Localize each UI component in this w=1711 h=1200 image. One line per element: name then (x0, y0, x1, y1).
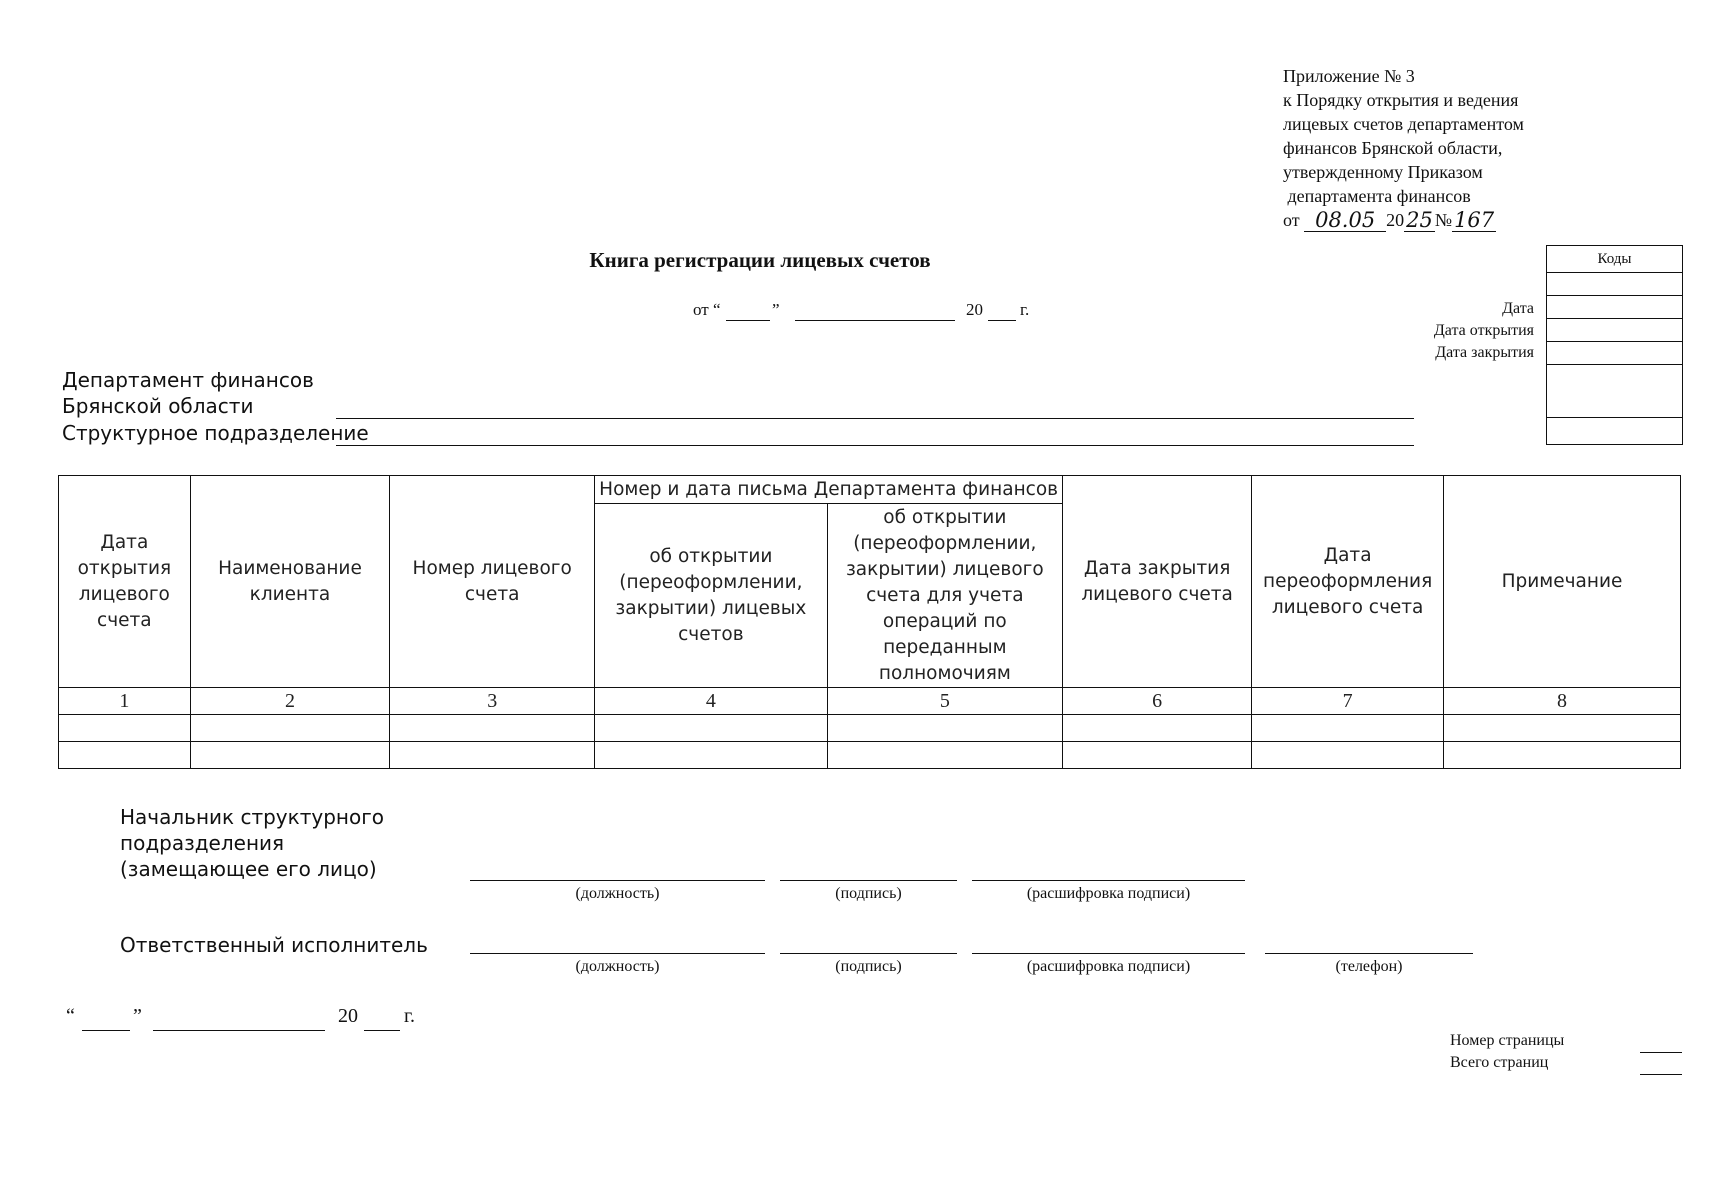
footer-year-prefix: 20 (338, 1005, 358, 1027)
appendix-line: лицевых счетов департаментом (1283, 114, 1524, 134)
table-cell[interactable] (190, 742, 390, 769)
footer-quote-open: “ (66, 1005, 75, 1027)
footer-month-field[interactable] (153, 1030, 325, 1031)
table-cell[interactable] (1063, 715, 1252, 742)
column-number: 3 (390, 688, 595, 715)
code-cell-close-date[interactable] (1547, 341, 1682, 364)
appendix-block (1283, 64, 1643, 232)
head-title (120, 804, 384, 882)
head-title-line: Начальник структурного (120, 805, 384, 829)
date-suffix: г. (1020, 300, 1030, 319)
table-cell[interactable] (390, 715, 595, 742)
column-number: 4 (595, 688, 827, 715)
head-decode-field[interactable] (972, 880, 1245, 881)
appendix-line: департамента финансов (1283, 186, 1471, 206)
table-cell[interactable] (190, 715, 390, 742)
column-number: 2 (190, 688, 390, 715)
table-cell[interactable] (1444, 742, 1681, 769)
head-title-line: подразделения (120, 831, 285, 855)
column-number: 8 (1444, 688, 1681, 715)
header-client-name: Наименование клиента (190, 476, 390, 688)
appendix-line: к Порядку открытия и ведения (1283, 90, 1519, 110)
code-cell-date[interactable] (1547, 295, 1682, 318)
executor-phone-field[interactable] (1265, 953, 1473, 954)
executor-phone-caption: (телефон) (1335, 958, 1403, 975)
date-quote-close: ” (772, 300, 780, 319)
column-number: 6 (1063, 688, 1252, 715)
codes-box (1546, 245, 1683, 445)
document-title: Книга регистрации лицевых счетов (589, 248, 931, 272)
day-field[interactable] (726, 320, 770, 321)
head-title-line: (замещающее его лицо) (120, 857, 377, 881)
code-cell-department[interactable] (1547, 364, 1682, 417)
footer-suffix: г. (404, 1005, 415, 1027)
approval-order-number: 167 (1454, 208, 1495, 232)
table-cell[interactable] (1444, 715, 1681, 742)
executor-position-field[interactable] (470, 953, 765, 954)
code-cell-open-date[interactable] (1547, 318, 1682, 341)
table-cell[interactable] (827, 715, 1062, 742)
executor-decode-caption: (расшифровка подписи) (1026, 958, 1191, 975)
header-letter-accounts: об открытии (переоформлении, закрытии) лицевых счетов (595, 504, 827, 688)
org-region: Брянской области (62, 394, 254, 418)
date-year-prefix: 20 (966, 300, 983, 319)
table-cell[interactable] (1252, 742, 1444, 769)
table-cell[interactable] (59, 715, 191, 742)
total-pages-field[interactable] (1640, 1074, 1682, 1075)
code-cell-blank[interactable] (1547, 272, 1682, 295)
table-cell[interactable] (1063, 742, 1252, 769)
executor-signature-field[interactable] (780, 953, 957, 954)
appendix-line: Приложение № 3 (1283, 66, 1415, 86)
table-cell[interactable] (59, 742, 191, 769)
org-subdivision-label: Структурное подразделение (62, 421, 369, 445)
column-number: 7 (1252, 688, 1444, 715)
approval-year: 25 (1406, 208, 1433, 232)
code-label-date: Дата (1502, 300, 1534, 317)
header-account-number: Номер лицевого счета (390, 476, 595, 688)
approval-line (1283, 208, 1643, 232)
codes-header: Коды (1597, 251, 1632, 267)
page-number-label: Номер страницы (1450, 1032, 1565, 1049)
date-from: от “ (693, 300, 721, 319)
executor-decode-field[interactable] (972, 953, 1245, 954)
table-row (59, 715, 1681, 742)
registration-table (58, 475, 1681, 769)
header-letter-delegated: об открытии (переоформлении, закрытии) лицевого счета для учета операций по переданным полномочиям (827, 504, 1062, 688)
page-number-field[interactable] (1640, 1052, 1682, 1053)
table-cell[interactable] (827, 742, 1062, 769)
head-position-caption: (должность) (575, 885, 660, 902)
header-note: Примечание (1444, 476, 1681, 688)
total-pages-label: Всего страниц (1450, 1054, 1549, 1071)
code-label-open-date: Дата открытия (1433, 322, 1534, 339)
executor-signature-caption: (подпись) (835, 958, 902, 975)
head-signature-field[interactable] (780, 880, 957, 881)
column-number: 5 (827, 688, 1062, 715)
approval-number-sign: № (1434, 210, 1453, 230)
code-cell-subdivision[interactable] (1547, 417, 1682, 444)
appendix-line: утвержденному Приказом (1283, 162, 1483, 182)
footer-day-field[interactable] (82, 1030, 130, 1031)
header-close-date: Дата закрытия лицевого счета (1063, 476, 1252, 688)
approval-year-prefix: 20 (1386, 210, 1405, 230)
table-cell[interactable] (595, 742, 827, 769)
table-cell[interactable] (390, 742, 595, 769)
footer-quote-close: ” (133, 1005, 142, 1027)
department-field[interactable] (336, 418, 1414, 419)
header-letter-group: Номер и дата письма Департамента финансов (595, 476, 1063, 504)
executor-title: Ответственный исполнитель (120, 933, 428, 957)
column-number-row (59, 688, 1681, 715)
table-row (59, 742, 1681, 769)
year-field[interactable] (988, 320, 1016, 321)
executor-position-caption: (должность) (575, 958, 660, 975)
header-open-date: Дата открытия лицевого счета (59, 476, 191, 688)
appendix-line: финансов Брянской области, (1283, 138, 1503, 158)
code-label-close-date: Дата закрытия (1435, 344, 1534, 361)
header-reissue-date: Дата переоформления лицевого счета (1252, 476, 1444, 688)
table-cell[interactable] (1252, 715, 1444, 742)
head-position-field[interactable] (470, 880, 765, 881)
org-department: Департамент финансов (62, 368, 314, 392)
month-field[interactable] (795, 320, 955, 321)
footer-year-field[interactable] (364, 1030, 400, 1031)
approval-date: 08.05 (1304, 209, 1386, 232)
subdivision-field[interactable] (336, 445, 1414, 446)
column-number: 1 (59, 688, 191, 715)
head-decode-caption: (расшифровка подписи) (1026, 885, 1191, 902)
approval-from: от (1283, 210, 1300, 230)
table-cell[interactable] (595, 715, 827, 742)
head-signature-caption: (подпись) (835, 885, 902, 902)
